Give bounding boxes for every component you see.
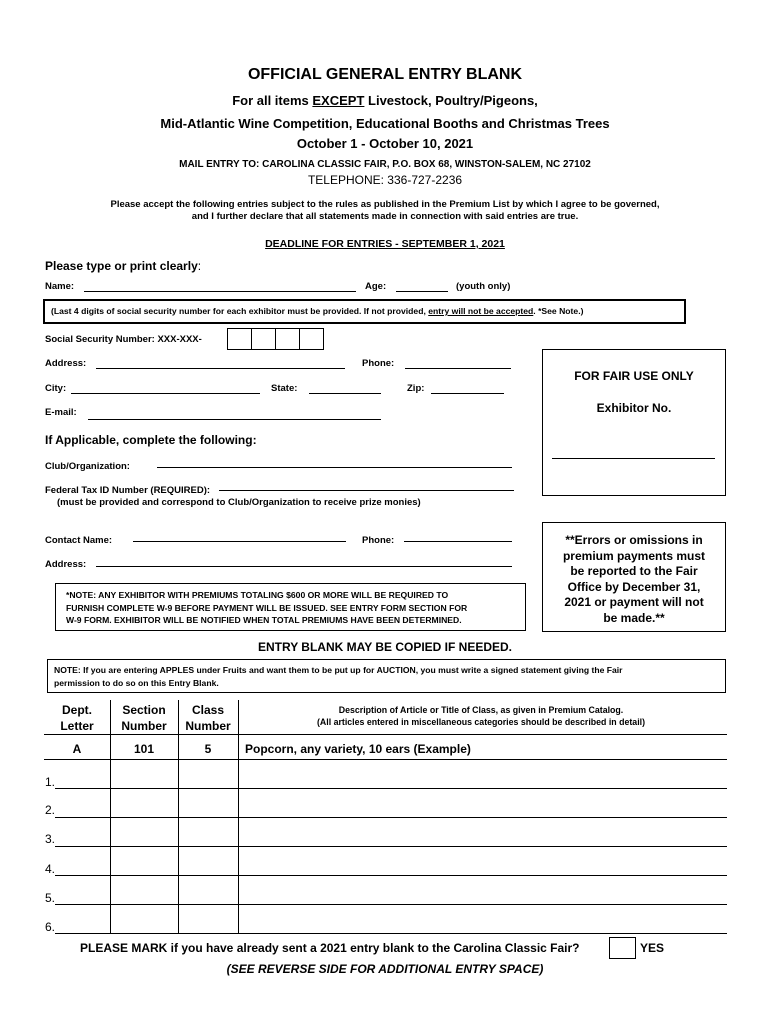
tax-id-label: Federal Tax ID Number (REQUIRED): bbox=[45, 485, 211, 496]
ssn-note-pre: (Last 4 digits of social security number for each exhibitor must be provided. If not provided, bbox=[51, 306, 429, 316]
name-label: Name: bbox=[45, 281, 75, 292]
example-description: Popcorn, any variety, 10 ears (Example) bbox=[245, 742, 471, 756]
zip-label: Zip: bbox=[407, 383, 425, 394]
telephone: TELEPHONE: 336-727-2236 bbox=[307, 173, 463, 187]
age-label: Age: bbox=[365, 281, 387, 292]
agreement-line1: Please accept the following entries subject to the rules as published in the Premium List by which I agree to be governed, bbox=[110, 199, 660, 210]
exhibitor-no-field[interactable] bbox=[552, 458, 715, 459]
youth-only-label: (youth only) bbox=[456, 281, 511, 292]
w9-note-line3: W-9 FORM. EXHIBITOR WILL BE NOTIFIED WHEN TOTAL PREMIUMS HAVE BEEN DETERMINED. bbox=[66, 615, 462, 625]
ssn-digit-2[interactable] bbox=[251, 328, 276, 350]
state-field[interactable] bbox=[309, 393, 381, 394]
ssn-note bbox=[51, 306, 583, 316]
city-label: City: bbox=[45, 383, 67, 394]
entry-row-6[interactable] bbox=[55, 933, 727, 934]
address-field[interactable] bbox=[96, 368, 345, 369]
phone-field[interactable] bbox=[405, 368, 511, 369]
ssn-note-box bbox=[43, 299, 686, 324]
example-class: 5 bbox=[204, 742, 212, 756]
mark-question: PLEASE MARK if you have already sent a 2021 entry blank to the Carolina Classic Fair? bbox=[80, 941, 580, 955]
subtitle bbox=[0, 93, 770, 108]
errors-line5: 2021 or payment will not bbox=[564, 595, 704, 609]
row-number-5: 5. bbox=[45, 891, 56, 905]
ssn-label: Social Security Number: XXX-XXX- bbox=[45, 334, 202, 345]
club-label: Club/Organization: bbox=[45, 461, 130, 472]
col-section-line2: Number bbox=[121, 719, 167, 733]
city-field[interactable] bbox=[71, 393, 260, 394]
apples-note bbox=[54, 664, 623, 690]
col-desc-line1: Description of Article or Title of Class, as given in Premium Catalog. bbox=[338, 705, 624, 715]
entry-row-5[interactable] bbox=[55, 904, 727, 905]
errors-line1: **Errors or omissions in bbox=[565, 533, 703, 547]
yes-checkbox[interactable] bbox=[609, 937, 636, 959]
event-dates: October 1 - October 10, 2021 bbox=[296, 136, 474, 151]
col-class-header bbox=[178, 702, 238, 734]
row-number-3: 3. bbox=[45, 832, 56, 846]
table-header-rule bbox=[44, 734, 727, 735]
example-dept: A bbox=[72, 742, 82, 756]
zip-field[interactable] bbox=[431, 393, 504, 394]
row-number-2: 2. bbox=[45, 803, 56, 817]
fair-use-box bbox=[542, 349, 726, 496]
col-desc-line2: (All articles entered in miscellaneous categories should be described in detail) bbox=[316, 717, 646, 727]
exhibitor-no-label: Exhibitor No. bbox=[596, 401, 672, 415]
contact-phone-label: Phone: bbox=[362, 535, 395, 546]
ssn-digit-4[interactable] bbox=[299, 328, 324, 350]
applicable-heading: If Applicable, complete the following: bbox=[45, 433, 257, 447]
instruction-colon: : bbox=[197, 259, 202, 273]
agreement-line2: and I further declare that all statements made in connection with said entries are true. bbox=[191, 211, 579, 222]
ssn-digit-3[interactable] bbox=[275, 328, 300, 350]
address-label: Address: bbox=[45, 358, 87, 369]
col-desc-header bbox=[238, 704, 724, 728]
errors-line3: be reported to the Fair bbox=[570, 564, 698, 578]
apples-note-line1: NOTE: If you are entering APPLES under Fruits and want them to be put up for AUCTION, you must write a signed statement giving the Fair bbox=[54, 665, 623, 675]
w9-note bbox=[66, 589, 467, 627]
col-dept-line2: Letter bbox=[60, 719, 94, 733]
contact-phone-field[interactable] bbox=[404, 541, 512, 542]
col-class-line2: Number bbox=[185, 719, 231, 733]
state-label: State: bbox=[271, 383, 298, 394]
errors-line6: be made.** bbox=[603, 610, 665, 625]
instruction bbox=[45, 259, 201, 273]
row-number-1: 1. bbox=[45, 775, 56, 789]
errors-line2: premium payments must bbox=[562, 548, 706, 563]
errors-note bbox=[543, 533, 725, 626]
name-field[interactable] bbox=[84, 291, 356, 292]
col-section-line1: Section bbox=[122, 703, 166, 717]
entry-row-1[interactable] bbox=[55, 788, 727, 789]
col-dept-line1: Dept. bbox=[62, 703, 92, 717]
apples-note-line2: permission to do so on this Entry Blank. bbox=[54, 678, 219, 688]
w9-note-box bbox=[55, 583, 526, 631]
phone-label: Phone: bbox=[362, 358, 395, 369]
club-field[interactable] bbox=[157, 467, 512, 468]
col-class-line1: Class bbox=[191, 703, 225, 717]
mail-address: MAIL ENTRY TO: CAROLINA CLASSIC FAIR, P.O. BOX 68, WINSTON-SALEM, NC 27102 bbox=[179, 159, 591, 170]
contact-name-label: Contact Name: bbox=[45, 535, 113, 546]
entry-row-2[interactable] bbox=[55, 817, 727, 818]
ssn-note-underline: entry will not be accepted bbox=[428, 306, 534, 316]
entry-row-3[interactable] bbox=[55, 846, 727, 847]
email-field[interactable] bbox=[88, 419, 381, 420]
col-dept-header bbox=[44, 702, 110, 734]
errors-note-box bbox=[542, 522, 726, 632]
row-number-6: 6. bbox=[45, 920, 56, 934]
page-title: OFFICIAL GENERAL ENTRY BLANK bbox=[247, 66, 523, 83]
errors-line4: Office by December 31, bbox=[567, 579, 701, 594]
tax-id-note: (must be provided and correspond to Club/Organization to receive prize monies) bbox=[57, 497, 421, 508]
example-row-rule bbox=[44, 759, 727, 760]
email-label: E-mail: bbox=[45, 407, 77, 418]
ssn-note-post: . *See Note.) bbox=[533, 306, 584, 316]
subtitle-except: EXCEPT bbox=[312, 93, 365, 108]
subtitle-line2: Mid-Atlantic Wine Competition, Educational Booths and Christmas Trees bbox=[160, 116, 610, 131]
deadline: DEADLINE FOR ENTRIES - SEPTEMBER 1, 2021 bbox=[265, 238, 505, 250]
copy-notice: ENTRY BLANK MAY BE COPIED IF NEEDED. bbox=[257, 640, 513, 654]
subtitle-pre: For all items bbox=[232, 93, 313, 108]
ssn-digit-1[interactable] bbox=[227, 328, 252, 350]
col-section-header bbox=[110, 702, 178, 734]
w9-note-line2: FURNISH COMPLETE W-9 BEFORE PAYMENT WILL BE ISSUED. SEE ENTRY FORM SECTION FOR bbox=[66, 602, 468, 613]
apples-note-box bbox=[47, 659, 726, 693]
fair-use-title: FOR FAIR USE ONLY bbox=[574, 369, 694, 383]
entry-row-4[interactable] bbox=[55, 875, 727, 876]
yes-label: YES bbox=[640, 941, 665, 955]
subtitle-post: Livestock, Poultry/Pigeons, bbox=[364, 93, 538, 108]
contact-address-label: Address: bbox=[45, 559, 87, 570]
row-number-4: 4. bbox=[45, 862, 56, 876]
example-section: 101 bbox=[133, 742, 155, 756]
contact-address-field[interactable] bbox=[96, 566, 512, 567]
instruction-text: Please type or print clearly bbox=[45, 259, 198, 273]
tax-id-field[interactable] bbox=[219, 490, 514, 491]
contact-name-field[interactable] bbox=[133, 541, 346, 542]
w9-note-line1: *NOTE: ANY EXHIBITOR WITH PREMIUMS TOTALING $600 OR MORE WILL BE REQUIRED TO bbox=[66, 590, 449, 600]
reverse-side-note: (SEE REVERSE SIDE FOR ADDITIONAL ENTRY SPACE) bbox=[226, 962, 544, 976]
age-field[interactable] bbox=[396, 291, 448, 292]
